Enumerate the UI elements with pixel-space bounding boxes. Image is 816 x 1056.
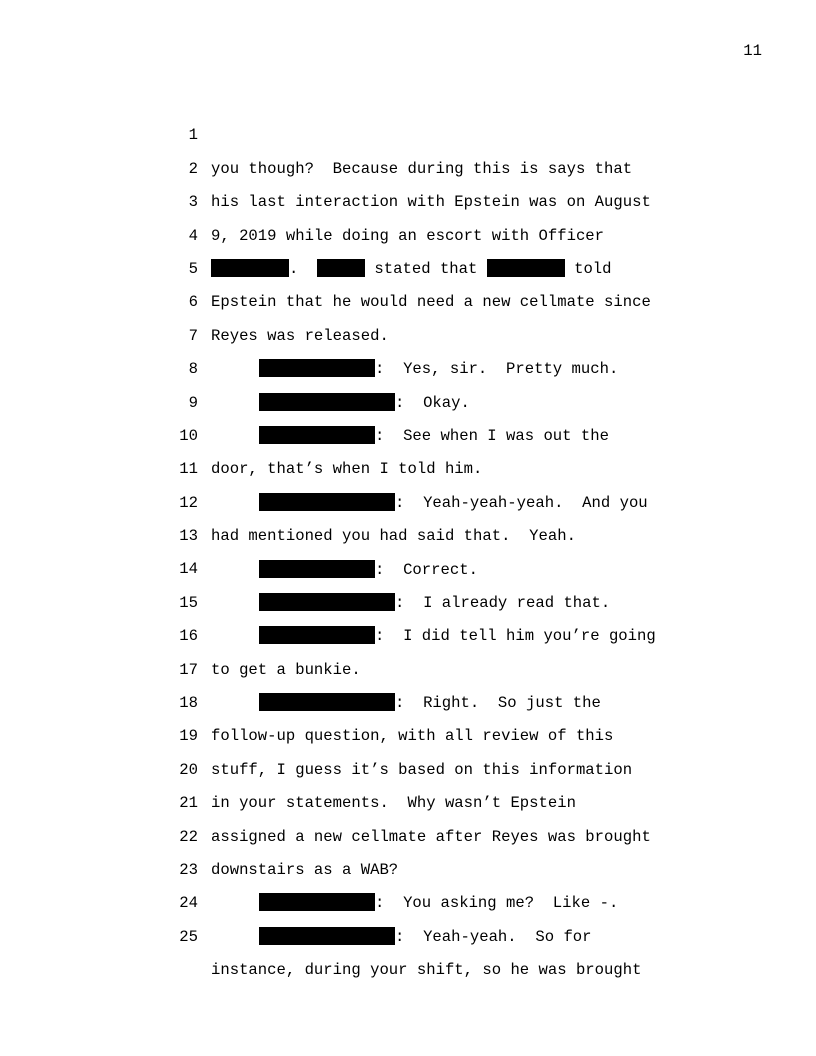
line-number: 2	[188, 159, 198, 178]
transcript-body	[168, 86, 688, 980]
line-text-fragment: stated that	[365, 259, 487, 278]
line-number: 15	[179, 593, 198, 612]
line-number: 11	[179, 460, 198, 479]
line-number: 23	[179, 861, 198, 879]
line-number: 8	[188, 360, 198, 379]
line-number: 4	[188, 226, 198, 245]
line-text: his last interaction with Epstein was on August	[211, 193, 651, 212]
line-number: 18	[179, 694, 198, 713]
line-number: 17	[179, 660, 198, 679]
line-text-fragment: : Yeah-yeah. So for	[395, 927, 592, 946]
line-number: 6	[188, 293, 198, 312]
line-number: 25	[179, 927, 198, 946]
redacted-speaker	[259, 927, 395, 945]
line-text: assigned a new cellmate after Reyes was brought	[211, 827, 651, 846]
transcript-line	[168, 86, 688, 178]
line-text-fragment: : I already read that.	[395, 593, 611, 612]
line-text: Epstein that he would need a new cellmate since	[211, 293, 651, 312]
line-text: downstairs as a WAB?	[211, 861, 399, 880]
line-number: 22	[179, 827, 198, 846]
line-text-fragment: : You asking me? Like -.	[375, 894, 619, 913]
line-text: you though? Because during this is says that	[211, 159, 633, 178]
line-text-fragment: : Yes, sir. Pretty much.	[375, 360, 619, 379]
line-text-fragment: : Yeah-yeah-yeah. And you	[395, 493, 648, 512]
line-text-fragment: .	[289, 259, 299, 278]
line-text-fragment: : See when I was out the	[375, 426, 609, 445]
line-text-fragment: : Correct.	[375, 560, 478, 579]
line-text: door, that’s when I told him.	[211, 460, 483, 479]
line-number: 21	[179, 794, 198, 813]
line-number: 24	[179, 894, 198, 913]
line-text: follow-up question, with all review of this	[211, 727, 614, 746]
line-text-fragment: : I did tell him you’re going	[375, 627, 656, 646]
line-text: 9, 2019 while doing an escort with Officer	[211, 226, 605, 245]
line-text: instance, during your shift, so he was brought	[211, 961, 642, 980]
speaker-line-text	[259, 921, 592, 954]
line-number: 10	[179, 426, 198, 445]
line-number: 1	[188, 126, 198, 145]
line-number: 13	[179, 527, 198, 546]
line-number: 9	[188, 393, 198, 412]
line-number: 5	[188, 259, 198, 278]
line-text: in your statements. Why wasn’t Epstein	[211, 794, 576, 813]
page-number: 11	[743, 42, 762, 60]
line-number: 14	[179, 560, 198, 579]
line-text: Reyes was released.	[211, 326, 389, 345]
line-number: 12	[179, 493, 198, 512]
line-text-fragment: told	[564, 259, 612, 278]
line-text: to get a bunkie.	[211, 660, 361, 679]
line-text-fragment: : Okay.	[395, 393, 470, 412]
line-number: 16	[179, 627, 198, 646]
line-number: 7	[188, 326, 198, 345]
line-text: stuff, I guess it’s based on this information	[211, 760, 633, 779]
line-text: had mentioned you had said that. Yeah.	[211, 527, 576, 546]
line-text-fragment: : Right. So just the	[395, 694, 601, 713]
line-number: 20	[179, 760, 198, 779]
line-number: 3	[188, 193, 198, 212]
line-number: 19	[179, 727, 198, 746]
